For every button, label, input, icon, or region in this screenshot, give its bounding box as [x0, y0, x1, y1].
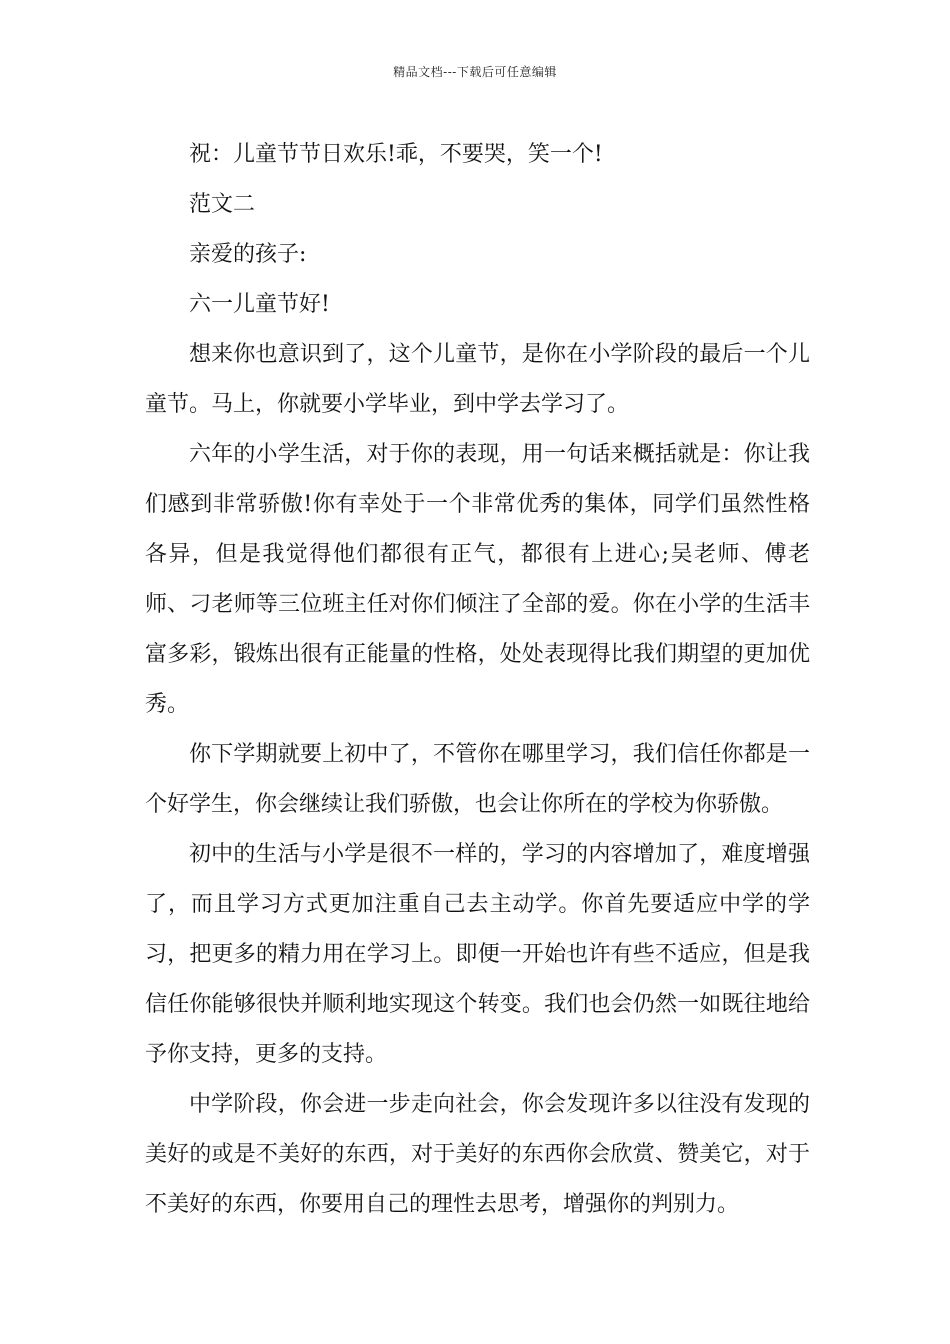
closing-wish-paragraph: 祝：儿童节节日欢乐!乖，不要哭，笑一个! — [189, 142, 603, 167]
body-paragraph: 想来你也意识到了，这个儿童节，是你在小学阶段的最后一个儿童节。马上，你就要小学毕业，到中学去学习了。 — [145, 342, 810, 417]
document-body — [145, 130, 810, 1230]
page-header: 精品文档---下载后可任意编辑 — [393, 65, 557, 79]
body-paragraph: 六年的小学生活，对于你的表现，用一句话来概括就是：你让我们感到非常骄傲!你有幸处于一个非常优秀的集体，同学们虽然性格各异，但是我觉得他们都很有正气，都很有上进心;吴老师、傅老师、刁老师等三位班主任对你们倾注了全部的爱。你在小学的生活丰富多彩，锻炼出很有正能量的性格，处处表现得比我们期望的更加优秀。 — [145, 442, 810, 717]
body-paragraph: 初中的生活与小学是很不一样的，学习的内容增加了，难度增强了，而且学习方式更加注重自己去主动学。你首先要适应中学的学习，把更多的精力用在学习上。即便一开始也许有些不适应，但是我信任你能够很快并顺利地实现这个转变。我们也会仍然一如既往地给予你支持，更多的支持。 — [145, 842, 810, 1067]
body-paragraph: 你下学期就要上初中了，不管你在哪里学习，我们信任你都是一个好学生，你会继续让我们骄傲，也会让你所在的学校为你骄傲。 — [145, 742, 810, 817]
section-title: 范文二 — [189, 192, 256, 217]
body-paragraph: 中学阶段，你会进一步走向社会，你会发现许多以往没有发现的美好的或是不美好的东西，对于美好的东西你会欣赏、赞美它，对于不美好的东西，你要用自己的理性去思考，增强你的判别力。 — [145, 1092, 810, 1217]
greeting: 六一儿童节好! — [189, 292, 330, 317]
salutation: 亲爱的孩子: — [189, 242, 307, 267]
